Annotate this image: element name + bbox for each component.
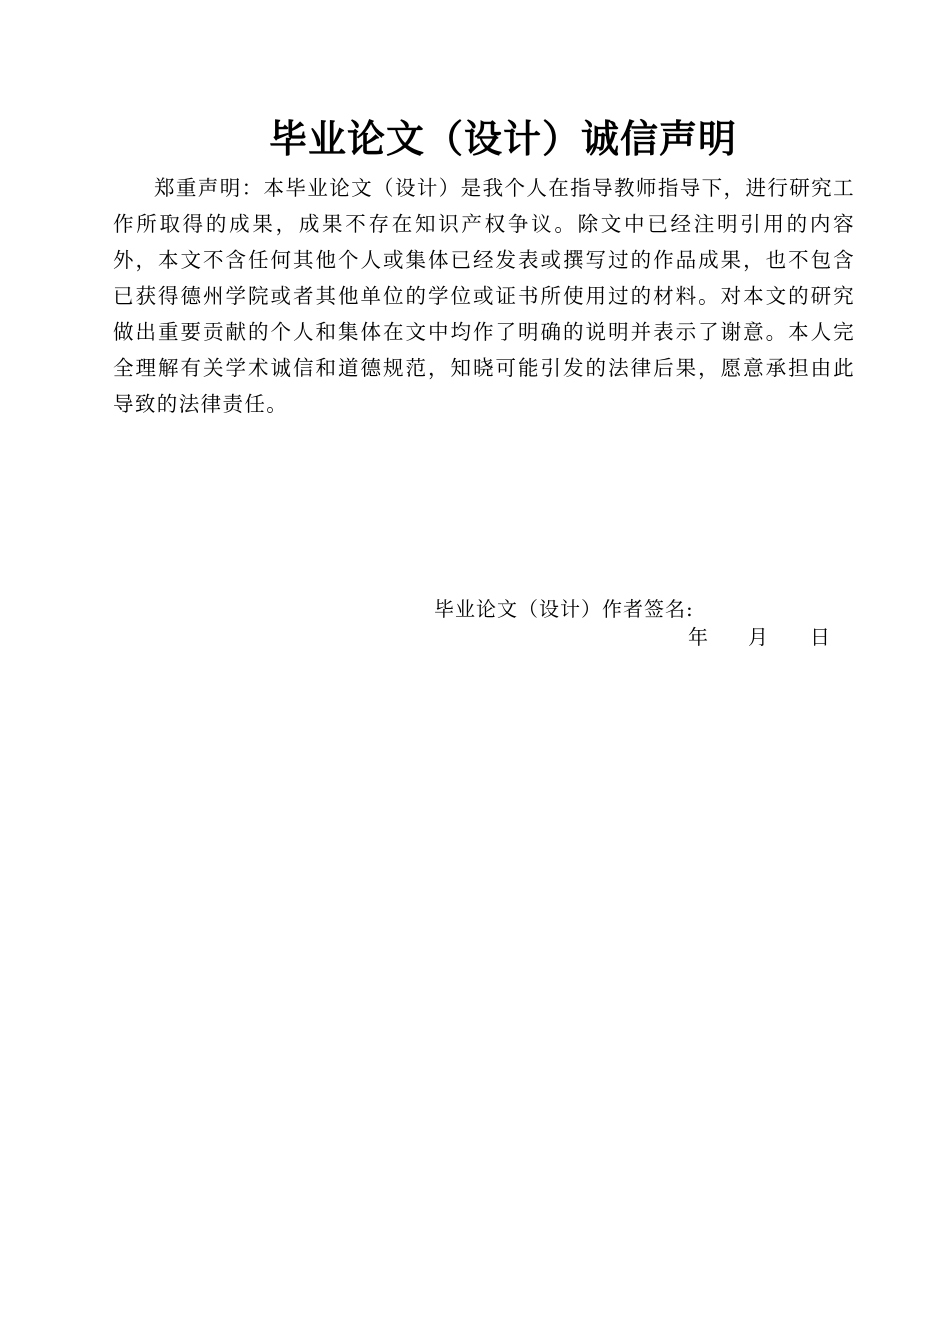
date-day-label: 日 [810,625,830,649]
page-title: 毕业论文（设计）诚信声明 [268,116,737,162]
date-month-label: 月 [748,625,768,649]
signature-date [688,622,834,652]
author-signature-label: 毕业论文（设计）作者签名: [434,597,694,621]
integrity-statement-paragraph: 郑重声明：本毕业论文（设计）是我个人在指导教师指导下，进行研究工作所取得的成果，成果不存在知识产权争议。除文中已经注明引用的内容外，本文不含任何其他个人或集体已经发表或撰写过的作品成果，也不包含已获得德州学院或者其他单位的学位或证书所使用过的材料。对本文的研究做出重要贡献的个人和集体在文中均作了明确的说明并表示了谢意。本人完全理解有关学术诚信和道德规范，知晓可能引发的法律后果，愿意承担由此导致的法律责任。 [113,176,855,416]
date-year-label: 年 [688,625,708,649]
